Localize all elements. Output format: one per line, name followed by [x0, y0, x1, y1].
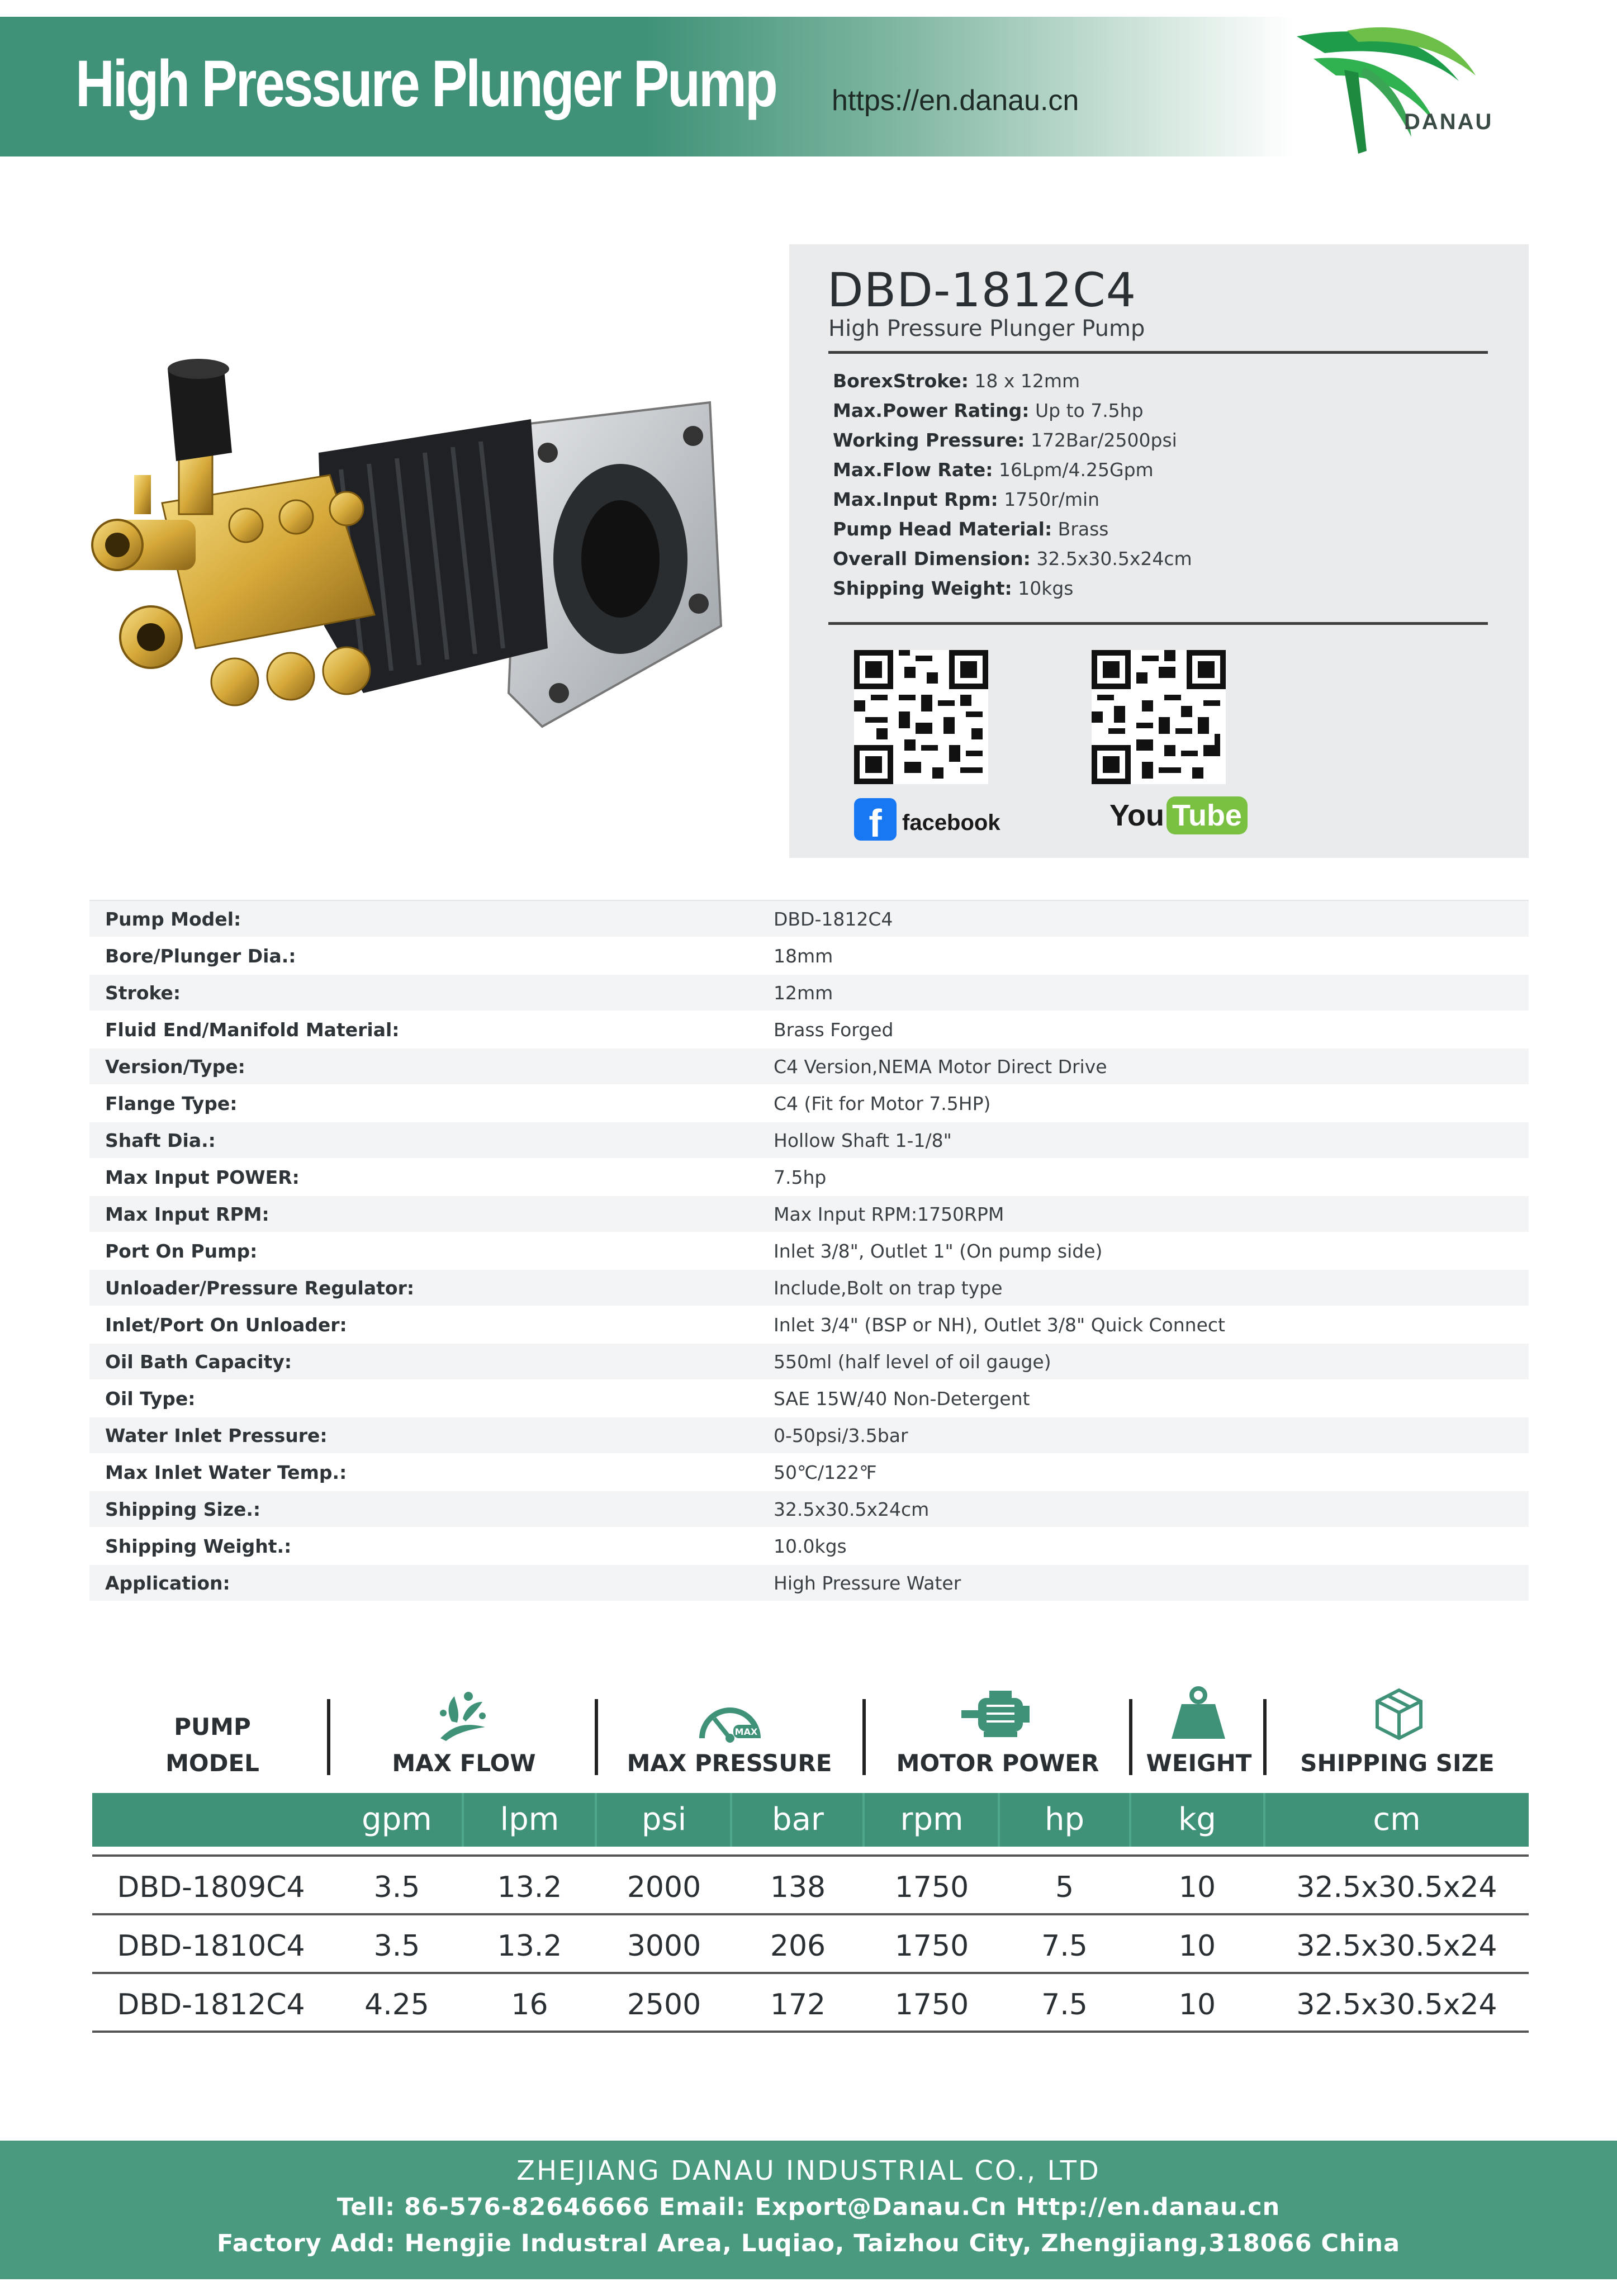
param-value: Inlet 3/4" (BSP or NH), Outlet 3/8" Quick Connect	[774, 1313, 1225, 1336]
card-divider-bottom	[828, 622, 1488, 625]
header-weight: WEIGHT	[1146, 1749, 1252, 1777]
param-label: Max Inlet Water Temp.:	[105, 1461, 347, 1483]
cell-model: DBD-1809C4	[117, 1871, 305, 1904]
cell-psi: 2500	[627, 1988, 701, 2022]
column-separator	[595, 1699, 598, 1775]
spec-label: Max.Flow Rate:	[833, 459, 993, 481]
param-value: 550ml (half level of oil gauge)	[774, 1350, 1051, 1373]
cell-cm: 32.5x30.5x24	[1296, 1871, 1497, 1904]
param-value: 7.5hp	[774, 1166, 827, 1188]
table-row	[89, 1307, 1529, 1344]
cell-kg: 10	[1178, 1871, 1216, 1904]
cell-lpm: 13.2	[497, 1871, 562, 1904]
spec-label: Working Pressure:	[833, 429, 1025, 451]
youtube-logo[interactable]	[1109, 798, 1248, 833]
spec-flow-rate	[833, 459, 1154, 481]
parameters-table	[89, 901, 1529, 1602]
cell-cm: 32.5x30.5x24	[1296, 1929, 1497, 1963]
param-value: 10.0kgs	[774, 1535, 847, 1557]
param-label: Fluid End/Manifold Material:	[105, 1018, 400, 1041]
spec-value: 32.5x30.5x24cm	[1030, 548, 1192, 570]
cell-hp: 7.5	[1041, 1929, 1088, 1963]
spec-overall-dimension	[833, 548, 1192, 570]
spec-value: 10kgs	[1012, 577, 1074, 599]
param-label: Pump Model:	[105, 908, 241, 930]
cell-cm: 32.5x30.5x24	[1296, 1988, 1497, 2022]
spec-shipping-weight	[833, 577, 1073, 599]
footer-contact[interactable]: Tell: 86-576-82646666 Email: Export@Danau.Cn Http://en.danau.cn	[336, 2193, 1281, 2221]
table-row	[89, 975, 1529, 1012]
param-value: DBD-1812C4	[774, 908, 893, 930]
cell-rpm: 1750	[894, 1929, 969, 1963]
footer-address: Factory Add: Hengjie Industral Area, Luqiao, Taizhou City, Zhengjiang,318066 China	[216, 2229, 1401, 2257]
param-value: 18mm	[774, 945, 833, 967]
cell-psi: 2000	[627, 1871, 701, 1904]
cell-kg: 10	[1178, 1988, 1216, 2022]
table-row	[89, 1344, 1529, 1381]
param-value: Max Input RPM:1750RPM	[774, 1203, 1004, 1225]
param-value: 50℃/122℉	[774, 1461, 877, 1483]
column-separator	[1263, 1699, 1267, 1775]
header-pump: PUMP	[174, 1713, 251, 1740]
table-row	[89, 1528, 1529, 1565]
cell-rpm: 1750	[894, 1988, 969, 2022]
card-subtitle: High Pressure Plunger Pump	[828, 316, 1145, 341]
param-label: Flange Type:	[105, 1092, 238, 1114]
spec-value: 172Bar/2500psi	[1025, 429, 1177, 451]
cell-rpm: 1750	[894, 1871, 969, 1904]
footer-company: ZHEJIANG DANAU INDUSTRIAL CO., LTD	[516, 2155, 1101, 2186]
unit-rpm: rpm	[900, 1801, 964, 1838]
table-row	[89, 1049, 1529, 1085]
table-row	[89, 1085, 1529, 1122]
param-value: 0-50psi/3.5bar	[774, 1424, 908, 1446]
param-label: Stroke:	[105, 981, 181, 1004]
param-label: Inlet/Port On Unloader:	[105, 1313, 347, 1336]
param-label: Bore/Plunger Dia.:	[105, 945, 296, 967]
cell-bar: 206	[770, 1929, 826, 1963]
param-label: Max Input RPM:	[105, 1203, 269, 1225]
table-row	[89, 1012, 1529, 1049]
table-row	[89, 1159, 1529, 1196]
spec-label: Pump Head Material:	[833, 518, 1052, 540]
cell-gpm: 4.25	[364, 1988, 429, 2022]
column-separator	[1129, 1699, 1132, 1775]
param-value: Hollow Shaft 1-1/8"	[774, 1129, 952, 1151]
param-label: Version/Type:	[105, 1055, 245, 1078]
cell-kg: 10	[1178, 1929, 1216, 1963]
table-row	[89, 1233, 1529, 1270]
param-value: Brass Forged	[774, 1018, 894, 1041]
danau-logo	[1291, 14, 1492, 159]
pump-product-image	[84, 335, 732, 760]
param-value: High Pressure Water	[774, 1572, 961, 1594]
table-row	[89, 1122, 1529, 1159]
header-model: MODEL	[165, 1749, 259, 1777]
spec-input-rpm	[833, 488, 1099, 510]
cell-model: DBD-1812C4	[117, 1988, 305, 2022]
youtube-you-text: You	[1109, 799, 1164, 832]
param-label: Water Inlet Pressure:	[105, 1424, 328, 1446]
spec-label: BorexStroke:	[833, 370, 969, 392]
cell-psi: 3000	[627, 1929, 701, 1963]
column-separator	[327, 1699, 330, 1775]
cell-bar: 172	[770, 1988, 826, 2022]
water-splash-icon	[435, 1688, 491, 1742]
spec-value: 16Lpm/4.25Gpm	[993, 459, 1154, 481]
spec-working-pressure	[833, 429, 1177, 451]
card-divider-top	[828, 351, 1488, 354]
table-row	[89, 938, 1529, 975]
spec-value: Up to 7.5hp	[1029, 400, 1144, 421]
table-row	[89, 1381, 1529, 1417]
unit-lpm: lpm	[500, 1801, 559, 1838]
table-row	[89, 1417, 1529, 1454]
param-label: Application:	[105, 1572, 230, 1594]
pressure-gauge-icon	[698, 1693, 762, 1745]
param-label: Shaft Dia.:	[105, 1129, 216, 1151]
spec-bore-stroke	[833, 370, 1080, 392]
table-row	[89, 1454, 1529, 1491]
spec-label: Overall Dimension:	[833, 548, 1031, 570]
cell-gpm: 3.5	[373, 1871, 420, 1904]
param-value: Inlet 3/8", Outlet 1" (On pump side)	[774, 1240, 1103, 1262]
facebook-label[interactable]: facebook	[902, 810, 1000, 835]
row-divider	[92, 1854, 1529, 1857]
param-label: Max Input POWER:	[105, 1166, 300, 1188]
spec-head-material	[833, 518, 1109, 540]
cell-lpm: 13.2	[497, 1929, 562, 1963]
column-separator	[862, 1699, 866, 1775]
header-max-flow: MAX FLOW	[392, 1749, 536, 1777]
param-value: 32.5x30.5x24cm	[774, 1498, 930, 1520]
cell-model: DBD-1810C4	[117, 1929, 305, 1963]
brand-name: DANAU	[1404, 110, 1493, 134]
param-label: Oil Bath Capacity:	[105, 1350, 292, 1373]
spec-label: Max.Input Rpm:	[833, 488, 998, 510]
row-divider	[92, 1913, 1529, 1915]
row-divider	[92, 1972, 1529, 1974]
table-row	[89, 1491, 1529, 1528]
cell-hp: 5	[1055, 1871, 1074, 1904]
param-label: Port On Pump:	[105, 1240, 258, 1262]
weight-icon	[1169, 1685, 1227, 1741]
youtube-tube-text: Tube	[1166, 796, 1248, 834]
header-max-pressure: MAX PRESSURE	[627, 1749, 832, 1777]
table-row	[89, 901, 1529, 938]
unit-kg: kg	[1178, 1801, 1216, 1838]
table-row	[89, 1565, 1529, 1602]
param-value: 12mm	[774, 981, 833, 1004]
cell-gpm: 3.5	[373, 1929, 420, 1963]
param-value: C4 (Fit for Motor 7.5HP)	[774, 1092, 991, 1114]
website-link[interactable]: https://en.danau.cn	[832, 84, 1079, 117]
unit-hp: hp	[1044, 1801, 1085, 1838]
header-shipping-size: SHIPPING SIZE	[1300, 1749, 1495, 1777]
spec-value: Brass	[1052, 518, 1109, 540]
cell-hp: 7.5	[1041, 1988, 1088, 2022]
spec-value: 18 x 12mm	[968, 370, 1080, 392]
spec-label: Shipping Weight:	[833, 577, 1012, 599]
row-divider	[92, 2031, 1529, 2033]
spec-value: 1750r/min	[998, 488, 1100, 510]
max-badge-text: MAX	[734, 1726, 758, 1737]
spec-label: Max.Power Rating:	[833, 400, 1030, 421]
param-value: Include,Bolt on trap type	[774, 1277, 1003, 1299]
cell-lpm: 16	[511, 1988, 548, 2022]
motor-icon	[961, 1688, 1034, 1739]
youtube-qr-code[interactable]	[1092, 650, 1226, 784]
table-row	[89, 1270, 1529, 1307]
cell-bar: 138	[770, 1871, 826, 1904]
unit-cm: cm	[1373, 1801, 1421, 1838]
param-label: Shipping Weight.:	[105, 1535, 292, 1557]
header-motor-power: MOTOR POWER	[896, 1749, 1099, 1777]
facebook-qr-code[interactable]	[854, 650, 988, 784]
page-title: High Pressure Plunger Pump	[75, 47, 776, 121]
param-value: SAE 15W/40 Non-Detergent	[774, 1387, 1030, 1410]
spec-power-rating	[833, 400, 1144, 421]
table-row	[89, 1196, 1529, 1233]
unit-gpm: gpm	[362, 1801, 432, 1838]
card-model-number: DBD-1812C4	[827, 263, 1137, 317]
unit-psi: psi	[641, 1801, 687, 1838]
unit-bar: bar	[772, 1801, 824, 1838]
param-label: Unloader/Pressure Regulator:	[105, 1277, 415, 1299]
facebook-icon[interactable]: f	[854, 798, 897, 841]
param-label: Oil Type:	[105, 1387, 196, 1410]
box-icon	[1374, 1687, 1424, 1740]
param-value: C4 Version,NEMA Motor Direct Drive	[774, 1055, 1107, 1078]
param-label: Shipping Size.:	[105, 1498, 261, 1520]
